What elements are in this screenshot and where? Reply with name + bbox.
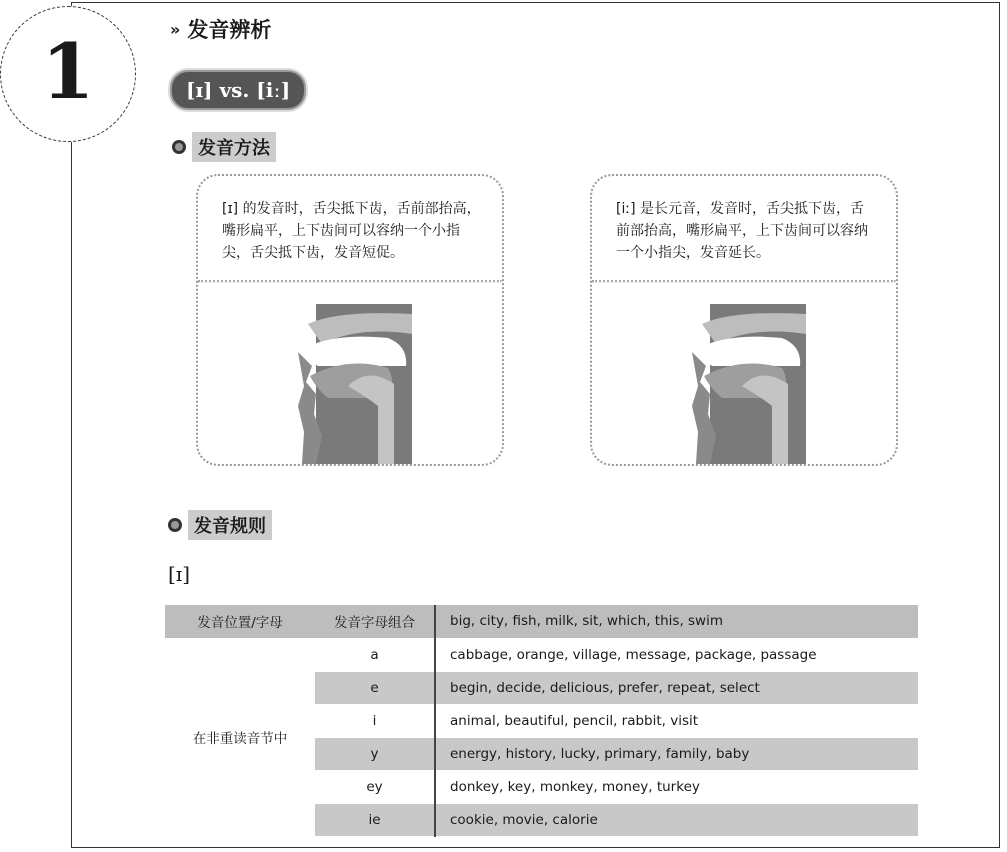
letter-cell: y — [315, 737, 435, 770]
section-number: 1 — [41, 27, 95, 116]
mouth-diagram-image — [592, 286, 898, 466]
section-heading — [170, 14, 271, 44]
card-divider — [198, 280, 502, 283]
examples-cell: cookie, movie, calorie — [435, 803, 918, 836]
section-number-badge — [0, 6, 136, 142]
mouth-diagram-image — [198, 286, 504, 466]
table-header-cell: 发音位置/字母 — [165, 605, 315, 638]
letter-cell: ie — [315, 803, 435, 836]
letter-cell: ey — [315, 770, 435, 803]
examples-cell: animal, beautiful, pencil, rabbit, visit — [435, 704, 918, 737]
table-row — [165, 638, 918, 671]
letter-cell: a — [315, 638, 435, 671]
articulation-card-short — [196, 174, 504, 466]
card-text: [ɪ] 的发音时，舌尖抵下齿，舌前部抬高，嘴形扁平，上下齿间可以容纳一个小指尖，舌尖抵下齿，发音短促。 — [222, 201, 481, 261]
phoneme-pair-label: [ɪ] vs. [iː] — [186, 78, 291, 102]
examples-cell: energy, history, lucky, primary, family, baby — [435, 737, 918, 770]
phoneme-symbol: [ɪ] — [168, 562, 191, 586]
method-subheading — [172, 132, 276, 162]
position-cell: 在非重读音节中 — [165, 638, 315, 836]
section-title: 发音辨析 — [187, 18, 272, 42]
examples-cell: donkey, key, monkey, money, turkey — [435, 770, 918, 803]
bullet-icon — [168, 518, 182, 532]
examples-cell: begin, decide, delicious, prefer, repeat, select — [435, 671, 918, 704]
phoneme-pair-pill — [170, 70, 306, 110]
rules-subheading — [168, 510, 272, 540]
letter-cell: e — [315, 671, 435, 704]
table-header-cell: 发音字母组合 — [315, 605, 435, 638]
articulation-card-long — [590, 174, 898, 466]
examples-cell: cabbage, orange, village, message, package, passage — [435, 638, 918, 671]
card-divider — [592, 280, 896, 283]
bullet-icon — [172, 140, 186, 154]
letter-cell: i — [315, 704, 435, 737]
chevron-right-icon: » — [170, 19, 178, 39]
method-label: 发音方法 — [192, 132, 276, 162]
table-header-cell: big, city, fish, milk, sit, which, this, swim — [435, 605, 918, 638]
card-text: [iː] 是长元音，发音时，舌尖抵下齿，舌前部抬高，嘴形扁平，上下齿间可以容纳一个小指尖，发音延长。 — [616, 201, 868, 261]
rules-label: 发音规则 — [188, 510, 272, 540]
spelling-rules-table — [165, 605, 918, 837]
table-header-row — [165, 605, 918, 638]
